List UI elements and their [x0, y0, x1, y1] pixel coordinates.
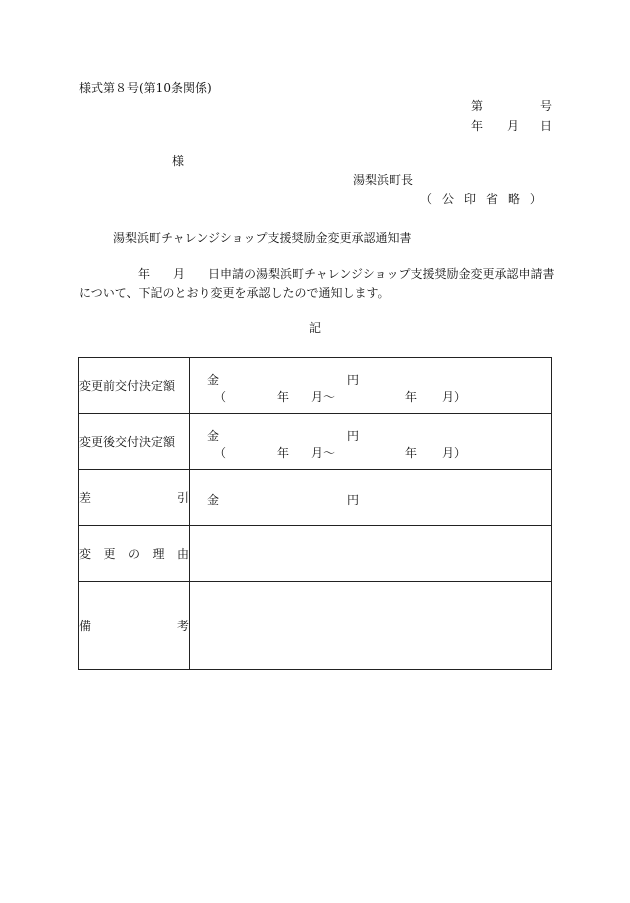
application-month: 月: [173, 267, 186, 281]
label-after-amount: [79, 414, 190, 470]
label-char: 由: [176, 547, 189, 561]
table-row-difference: [79, 470, 552, 526]
kin-label: 金: [207, 429, 220, 443]
kin-label: 金: [207, 492, 220, 507]
label-char: 変: [79, 547, 92, 561]
label-char: 理: [152, 547, 165, 561]
issuer-name: 湯梨浜町長: [353, 173, 414, 187]
body-line-1: 日申請の湯梨浜町チャレンジショップ支援奨励金変更承認申請書: [208, 267, 555, 281]
label-char: の: [127, 547, 140, 561]
table-row-before-amount: [79, 358, 552, 414]
period-end-year: 年: [405, 446, 418, 460]
value-before-amount: [190, 358, 552, 414]
form-number: 様式第８号(第10条関係): [79, 81, 212, 95]
issue-date-day: 日: [540, 119, 553, 133]
application-year: 年: [138, 267, 151, 281]
label-char: 引: [176, 491, 189, 505]
label-char: 差: [79, 491, 92, 505]
value-difference: [190, 470, 552, 526]
body-line-2: について、下記のとおり変更を承認したので通知します。: [79, 286, 390, 300]
period-end-year: 年: [405, 390, 418, 404]
label-char: 備: [79, 619, 92, 633]
value-remarks: [190, 582, 552, 670]
label-reason: [79, 526, 190, 582]
document-title: 湯梨浜町チャレンジショップ支援奨励金変更承認通知書: [113, 231, 412, 245]
seal-omitted-note: [420, 193, 542, 205]
value-after-amount: [190, 414, 552, 470]
details-table: [78, 357, 552, 670]
label-difference: [79, 470, 190, 526]
seal-char: 省: [485, 192, 498, 206]
label-text: 変更後交付決定額: [79, 435, 176, 449]
yen-label: 円: [347, 429, 360, 443]
period-start-year: 年: [277, 446, 290, 460]
yen-label: 円: [347, 373, 360, 387]
period-end-month: 月）: [442, 390, 467, 404]
label-remarks: [79, 582, 190, 670]
yen-label: 円: [347, 492, 360, 507]
seal-paren-open: （: [420, 192, 433, 206]
period-end-month: 月）: [442, 446, 467, 460]
label-char: 更: [103, 547, 116, 561]
seal-char: 略: [507, 192, 520, 206]
value-reason: [190, 526, 552, 582]
addressee-suffix: 様: [172, 154, 185, 168]
label-text: 変更前交付決定額: [79, 379, 176, 393]
table-row-after-amount: [79, 414, 552, 470]
period-start-month: 月～: [311, 446, 336, 460]
table-row-reason: [79, 526, 552, 582]
seal-paren-close: ）: [529, 192, 542, 206]
kin-label: 金: [207, 373, 220, 387]
table-row-remarks: [79, 582, 552, 670]
seal-char: 公: [441, 192, 454, 206]
document-number-prefix: 第: [471, 99, 484, 113]
issue-date-month: 月: [507, 119, 520, 133]
period-start-month: 月～: [311, 390, 336, 404]
period-start-year: 年: [277, 390, 290, 404]
document-number-suffix: 号: [540, 99, 553, 113]
period-paren-open: （: [214, 446, 227, 460]
issue-date-year: 年: [471, 119, 484, 133]
period-paren-open: （: [214, 390, 227, 404]
label-before-amount: [79, 358, 190, 414]
seal-char: 印: [463, 192, 476, 206]
label-char: 考: [176, 619, 189, 633]
ki-heading: 記: [309, 321, 322, 335]
